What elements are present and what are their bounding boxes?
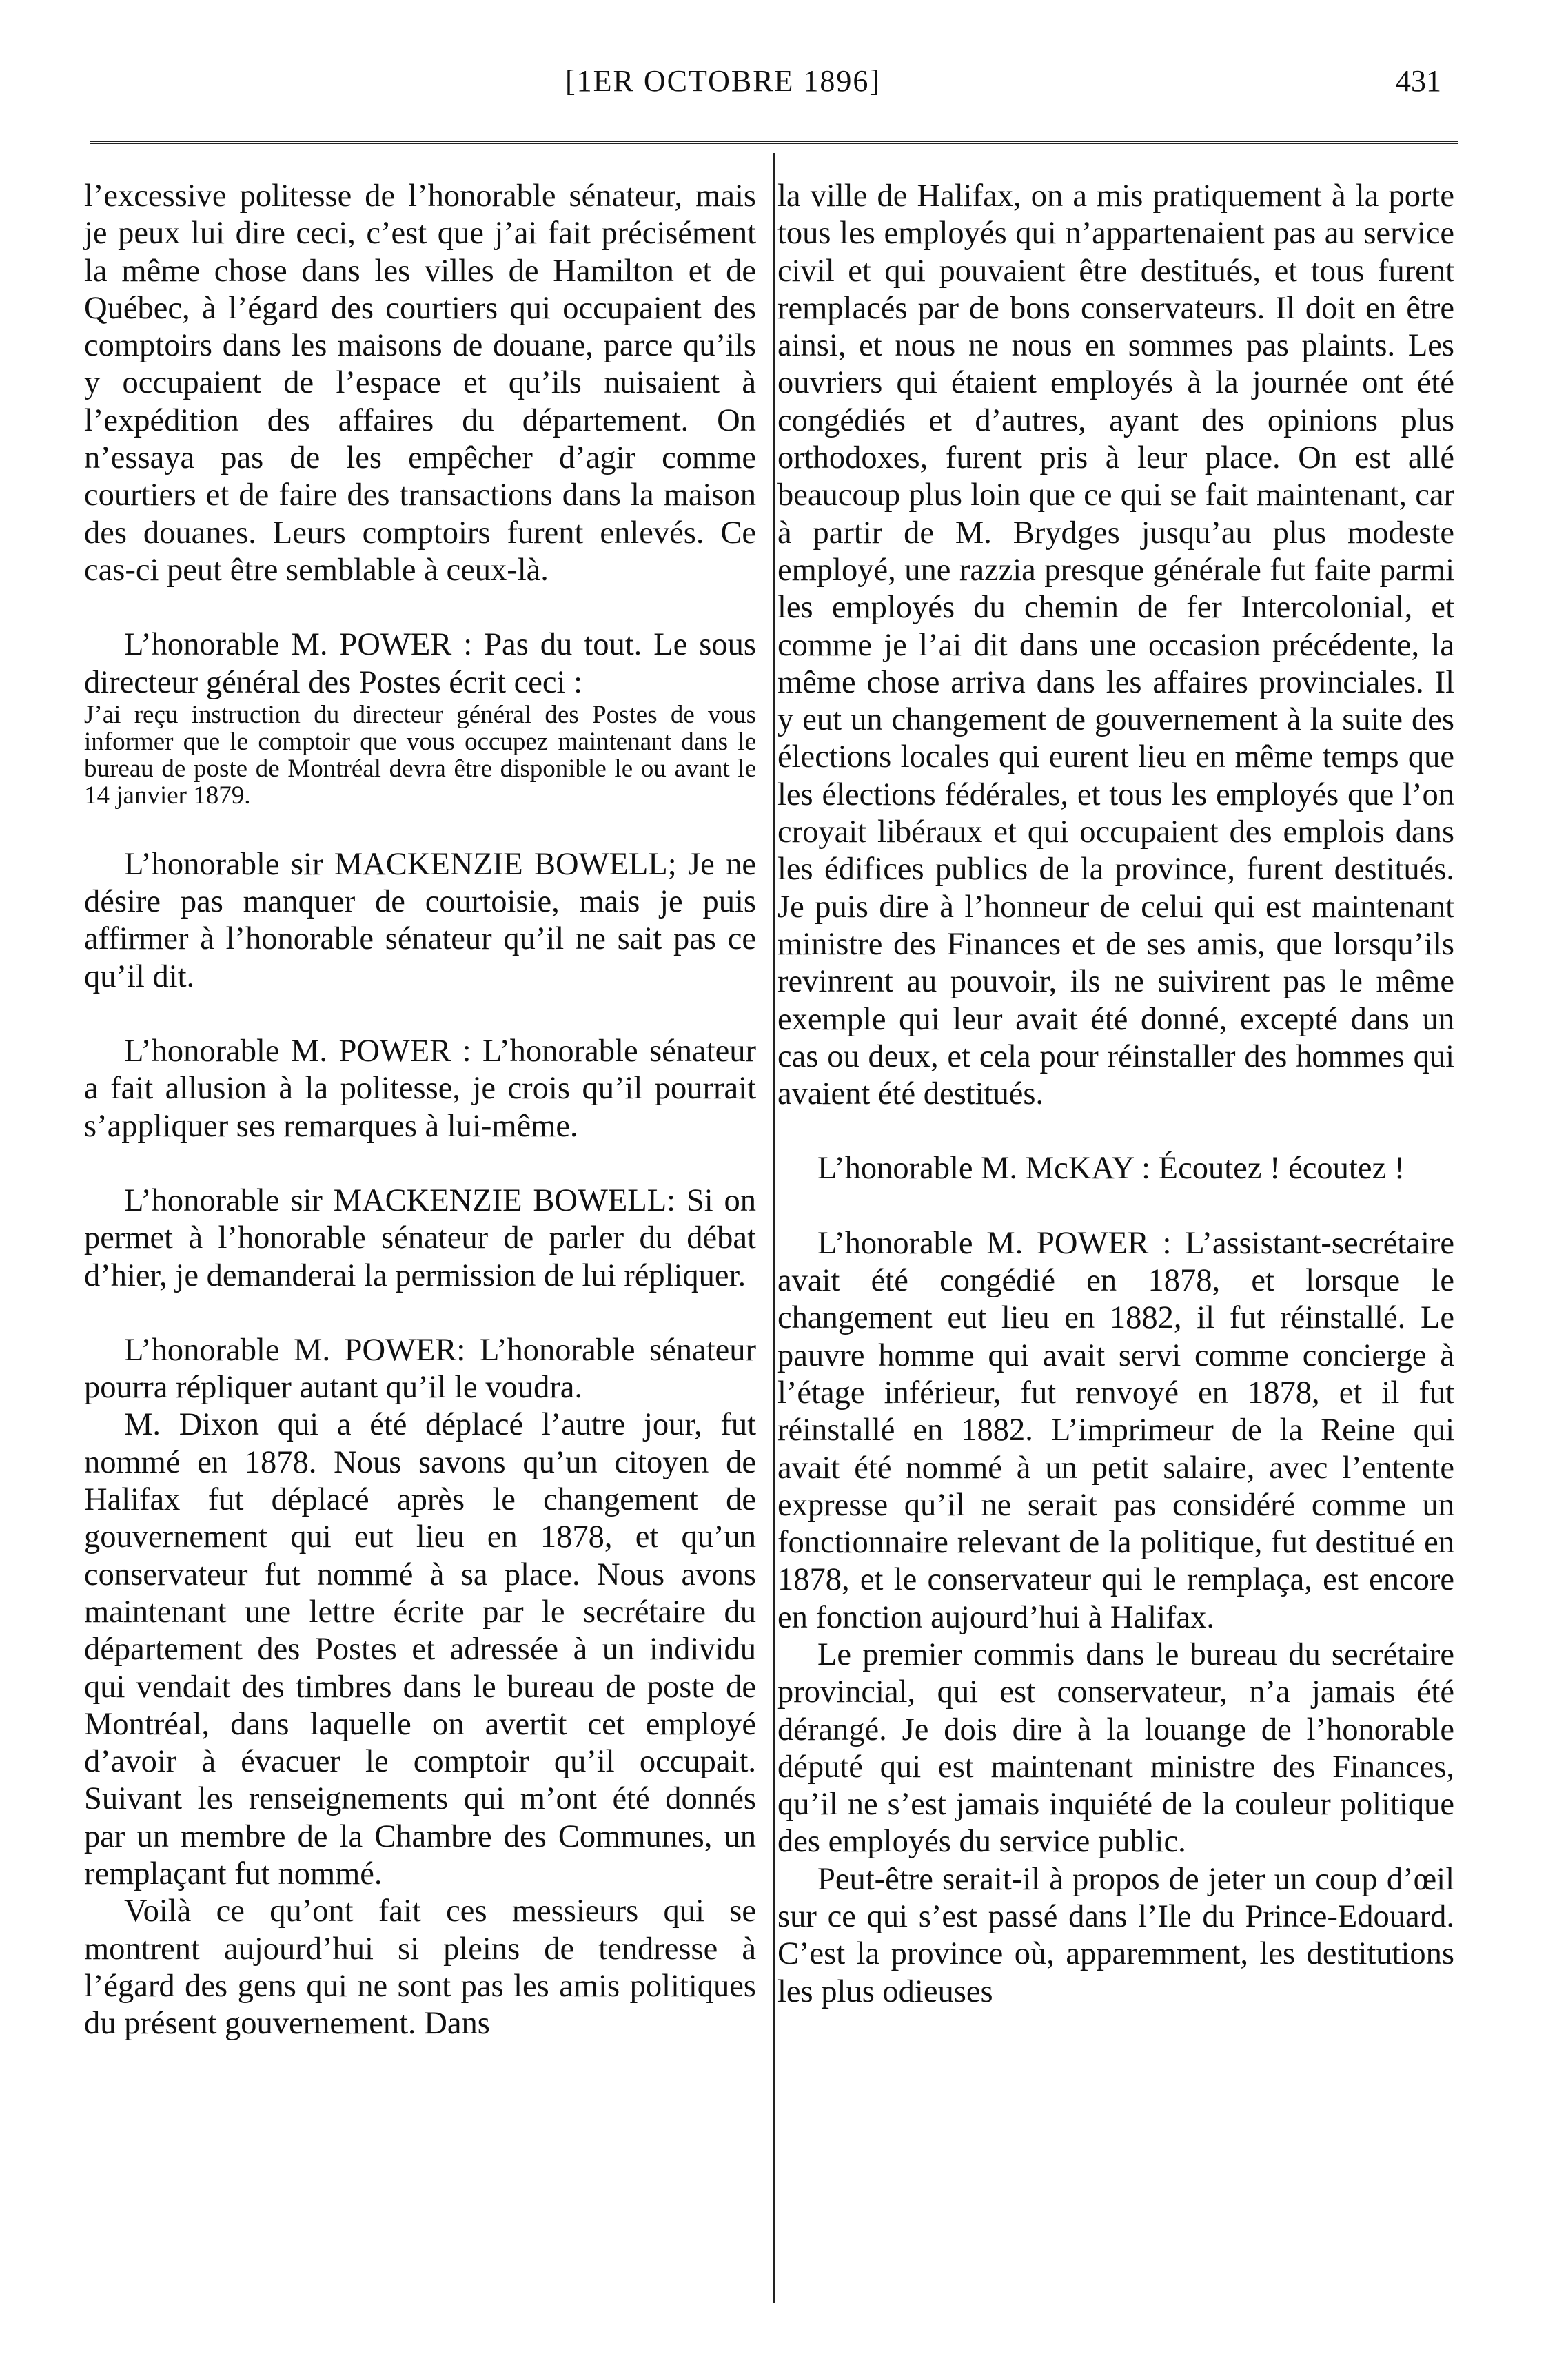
paragraph: L’honorable M. McKAY : Écoutez ! écoutez ! <box>817 1151 1405 1187</box>
paragraph: l’excessive politesse de l’honorable sénateur, mais je peux lui dire ceci, c’est que j’ai fait précisément la même chose dans les villes de Hamilton et de Québec, à l’égard des courtiers qui occupaient des comptoirs dans les maisons de douane, parce qu’ils y occupaient de l’espace et qu’ils nuisaient à l’expédition des affaires du département. On n’essaya pas de les empêcher d’agir comme courtiers et de faire des transactions dans la maison des douanes. Leurs comptoirs furent enlevés. Ce cas-ci peut être semblable à ceux-là. <box>84 178 756 588</box>
paragraph: la ville de Halifax, on a mis pratiquement à la porte tous les employés qui n’appartenaient pas au service civil et qui pouvaient être destitués, et tous furent remplacés par de bons conservateurs. Il doit en être ainsi, et nous ne nous en sommes pas plaints. Les ouvriers qui étaient employés à la journée ont été congédiés et d’autres, ayant des opinions plus orthodoxes, furent pris à leur place. On est allé beaucoup plus loin que ce qui se fait maintenant, car à partir de M. Brydges jusqu’au plus modeste employé, une razzia presque générale fut faite parmi les employés du chemin de fer Intercolonial, et comme je l’ai dit dans une occasion précédente, la même chose arriva dans les affaires provinciales. Il y eut un changement de gouvernement à la suite des élections locales qui eurent lieu en même temps que les élections fédérales, et tous les employés que l’on croyait libéraux et qui occupaient des emplois dans les édifices publics de la province, furent destitués. Je puis dire à l’honneur de celui qui est maintenant ministre des Finances et de ses amis, que lorsqu’ils revinrent au pouvoir, ils ne suivirent pas le même exemple qui leur avait été donné, excepté dans un cas ou deux, et cela pour réinstaller des hommes qui avaient été destitués. <box>777 178 1454 1112</box>
paragraph: Le premier commis dans le bureau du secrétaire provincial, qui est conservateur, n’a jamais été dérangé. Je dois dire à la louange de l’honorable député qui est maintenant ministre des Finances, qu’il ne s’est jamais inquiété de la couleur politique des employés du service public. <box>777 1637 1454 1860</box>
paragraph: L’honorable M. POWER : L’honorable sénateur a fait allusion à la politesse, je crois qu’il pourrait s’appliquer ses remarques à lui-même. <box>84 1034 756 1144</box>
page-number: 431 <box>1396 64 1441 98</box>
running-header <box>0 63 1546 105</box>
paragraph: L’honorable M. POWER : Pas du tout. Le sous directeur général des Postes écrit ceci : <box>84 627 756 700</box>
left-column <box>84 178 756 2042</box>
paragraph: L’honorable M. POWER : L’assistant-secrétaire avait été congédié en 1878, et lorsque le changement eut lieu en 1882, il fut réinstallé. Le pauvre homme qui avait servi comme concierge à l’étage inférieur, fut renvoyé en 1878, et il fut réinstallé en 1882. L’imprimeur de la Reine qui avait été nommé à un petit salaire, avec l’entente expresse qu’il ne serait pas considéré comme un fonctionnaire relevant de la politique, fut destitué en 1878, et le conservateur qui le remplaça, est encore en fonction aujourd’hui à Halifax. <box>777 1225 1454 1635</box>
paragraph: M. Dixon qui a été déplacé l’autre jour, fut nommé en 1878. Nous savons qu’un citoyen de Halifax fut déplacé après le changement de gouvernement qui eut lieu en 1878, et qu’un conservateur fut nommé à sa place. Nous avons maintenant une lettre écrite par le secrétaire du département des Postes et adressée à un individu qui vendait des timbres dans le bureau de poste de Montréal, dans laquelle on avertit cet employé d’avoir à évacuer le comptoir qu’il occupait. Suivant les renseignements qui m’ont été donnés par un membre de la Chambre des Communes, un remplaçant fut nommé. <box>84 1407 756 1891</box>
paragraph: L’honorable sir MACKENZIE BOWELL: Si on permet à l’honorable sénateur de parler du débat d’hier, je demanderai la permission de lui répliquer. <box>84 1182 756 1293</box>
header-date: [1ER OCTOBRE 1896] <box>565 64 882 98</box>
paragraph: Voilà ce qu’ont fait ces messieurs qui se montrent aujourd’hui si pleins de tendresse à l’égard des gens qui ne sont pas les amis politiques du présent gouvernement. Dans <box>84 1894 756 2042</box>
column-divider <box>773 153 775 2303</box>
right-column <box>777 178 1454 2011</box>
quoted-letter: J’ai reçu instruction du directeur général des Postes de vous informer que le comptoir que vous occupez maintenant dans le bureau de poste de Montréal devra être disponible le ou avant le 14 janvier 1879. <box>84 700 756 810</box>
paragraph: L’honorable M. POWER: L’honorable sénateur pourra répliquer autant qu’il le voudra. <box>84 1332 756 1406</box>
header-rule <box>90 141 1458 144</box>
paragraph: Peut-être serait-il à propos de jeter un coup d’œil sur ce qui s’est passé dans l’Ile du Prince-Edouard. C’est la province où, apparemment, les destitutions les plus odieuses <box>777 1861 1454 2009</box>
paragraph: L’honorable sir MACKENZIE BOWELL; Je ne désire pas manquer de courtoisie, mais je puis affirmer à l’honorable sénateur qu’il ne sait pas ce qu’il dit. <box>84 846 756 994</box>
